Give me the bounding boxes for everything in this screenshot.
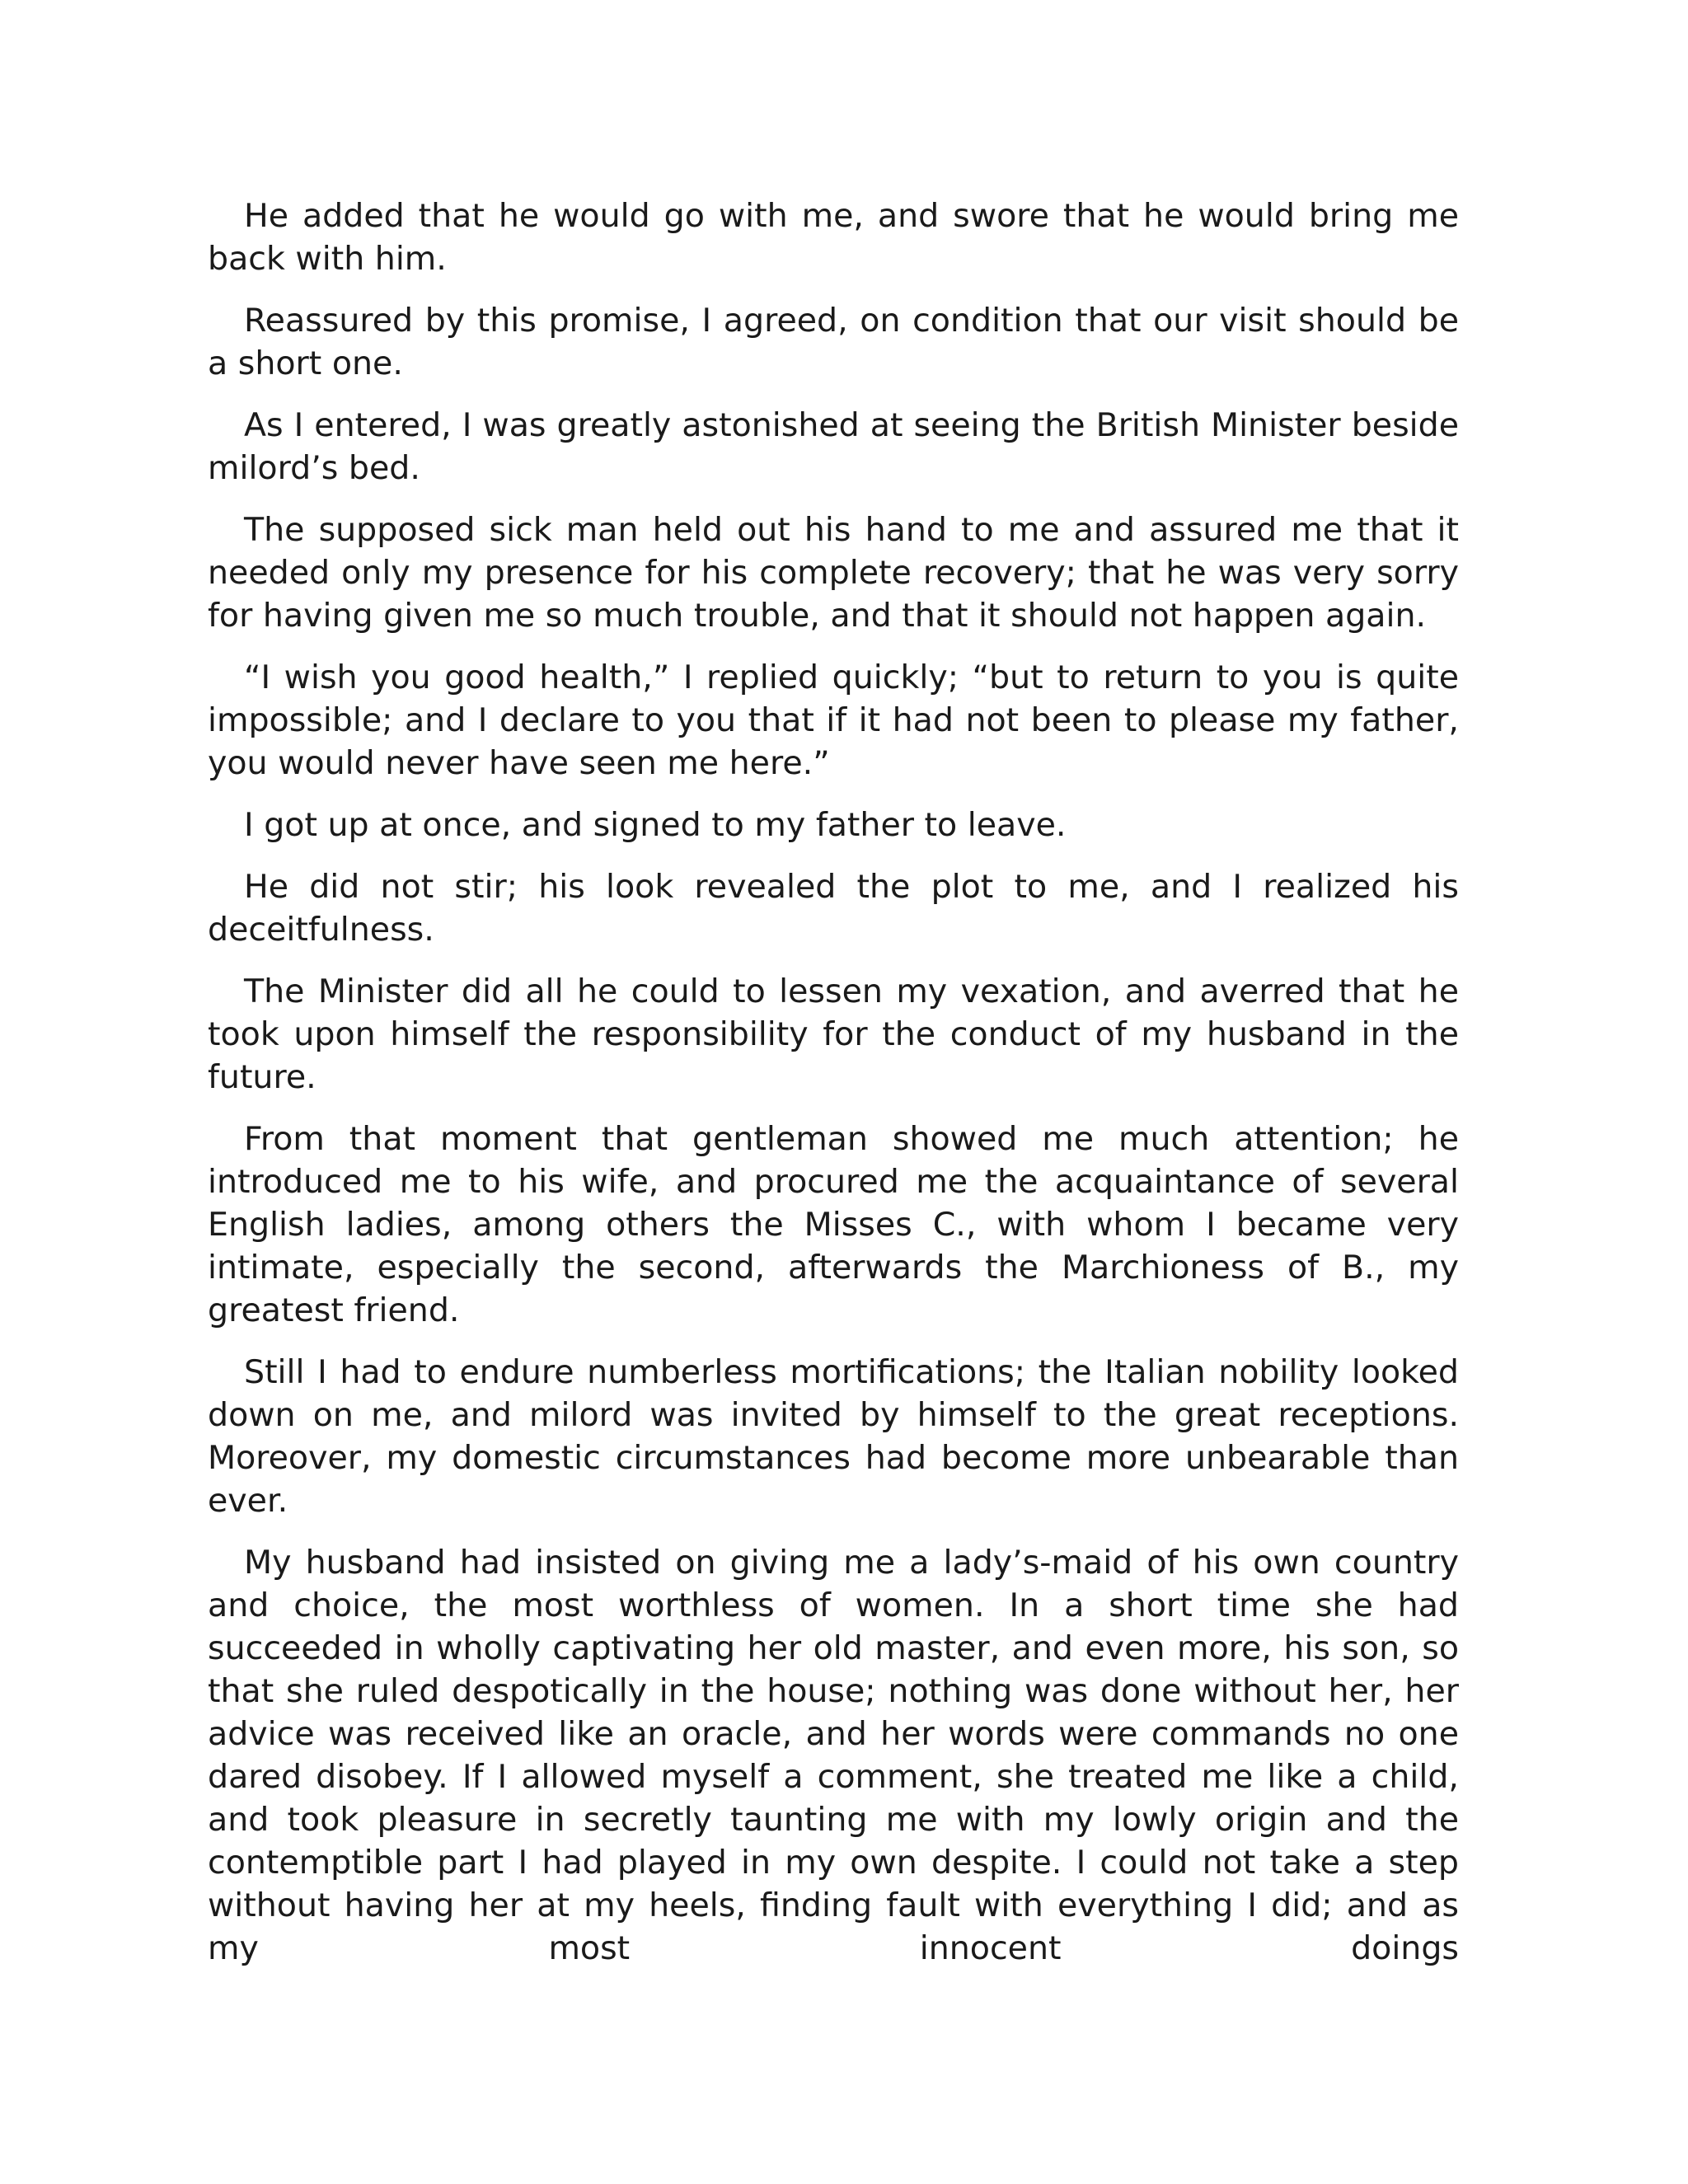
paragraph-3: As I entered, I was greatly astonished at seeing the British Minister beside milord’s bed. [208, 406, 1459, 487]
paragraph-10: Still I had to endure numberless mortifications; the Italian nobility looked down on me, and milord was invited by himself to the great receptions. Moreover, my domestic circumstances had become more unbearable than ever. [208, 1353, 1459, 1520]
paragraph-2: Reassured by this promise, I agreed, on condition that our visit should be a short one. [208, 302, 1459, 382]
page-body [208, 194, 1459, 1970]
paragraph-5: “I wish you good health,” I replied quickly; “but to return to you is quite impossible; and I declare to you that if it had not been to please my father, you would never have seen me here.” [208, 658, 1459, 782]
paragraph-11: My husband had insisted on giving me a lady’s-maid of his own country and choice, the most worthless of women. In a short time she had succeeded in wholly captivating her old master, and even more, his son, so that she ruled despotically in the house; nothing was done without her, her advice was received like an oracle, and her words were commands no one dared disobey. If I allowed myself a comment, she treated me like a child, and took pleasure in secretly taunting me with my lowly origin and the contemptible part I had played in my own despite. I could not take a step without having her at my heels, finding fault with everything I did; and as my most innocent doings [208, 1544, 1459, 1967]
paragraph-9: From that moment that gentleman showed me much attention; he introduced me to his wife, and procured me the acquaintance of several English ladies, among others the Misses C., with whom I became very intimate, especially the second, afterwards the Marchioness of B., my greatest friend. [208, 1120, 1459, 1329]
paragraph-4: The supposed sick man held out his hand to me and assured me that it needed only my presence for his complete recovery; that he was very sorry for having given me so much trouble, and that it should not happen again. [208, 511, 1459, 635]
paragraph-7: He did not stir; his look revealed the plot to me, and I realized his deceitfulness. [208, 868, 1459, 949]
paragraph-6: I got up at once, and signed to my father to leave. [244, 806, 1067, 844]
paragraph-8: The Minister did all he could to lessen my vexation, and averred that he took upon himself the responsibility for the conduct of my husband in the future. [208, 972, 1459, 1096]
paragraph-1: He added that he would go with me, and swore that he would bring me back with him. [208, 197, 1459, 278]
